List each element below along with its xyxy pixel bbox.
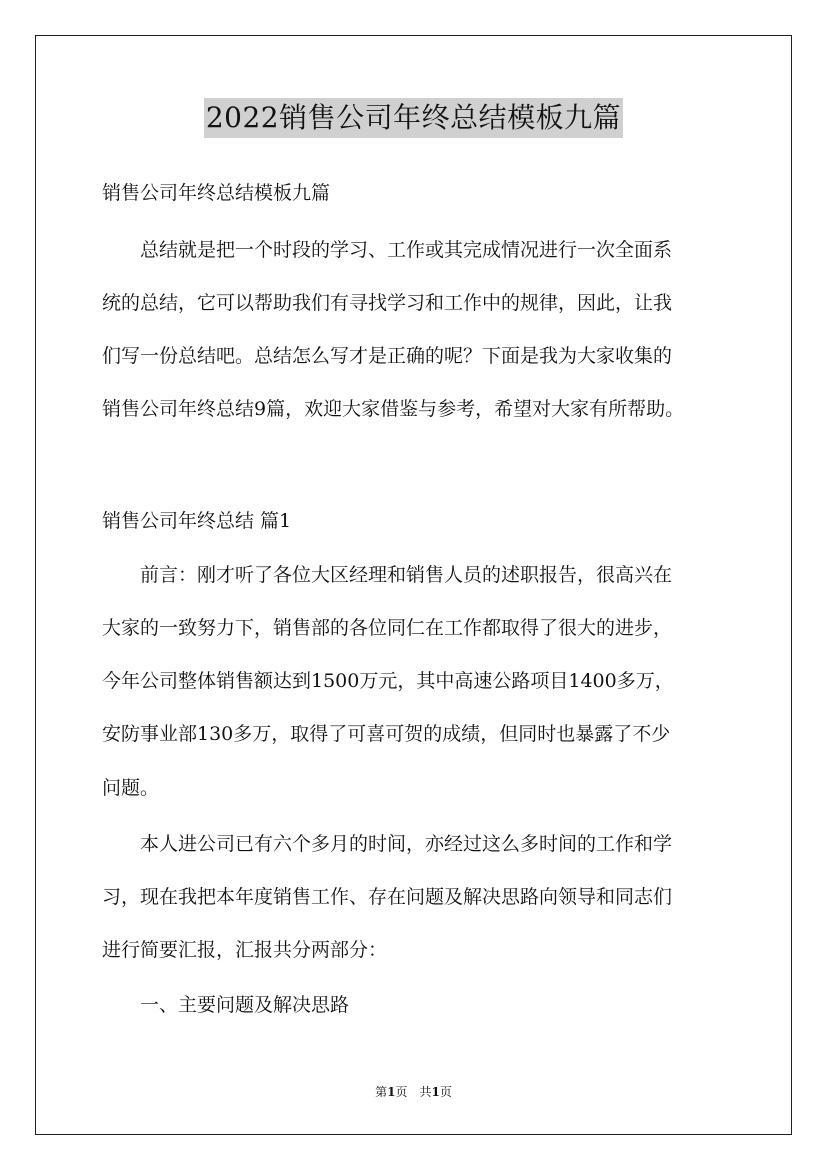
document-title: 2022销售公司年终总结模板九篇	[204, 98, 623, 138]
subheading: 一、主要问题及解决思路	[102, 994, 350, 1016]
paragraph-line: 习，现在我把本年度销售工作、存在问题及解决思路向领导和同志们	[102, 886, 673, 908]
paragraph-line: 大家的一致努力下，销售部的各位同仁在工作都取得了很大的进步，	[102, 617, 673, 639]
intro-line: 们写一份总结吧。总结怎么写才是正确的呢？下面是我为大家收集的	[102, 345, 673, 367]
intro-line: 销售公司年终总结9篇，欢迎大家借鉴与参考，希望对大家有所帮助。	[102, 398, 685, 420]
paragraph-line: 今年公司整体销售额达到1500万元，其中高速公路项目1400多万，	[102, 670, 674, 692]
paragraph-line: 安防事业部130多万，取得了可喜可贺的成绩，但同时也暴露了不少	[102, 723, 671, 745]
title-container	[0, 98, 827, 138]
footer-page-total: 1	[431, 1085, 440, 1099]
footer-prefix: 第	[375, 1085, 388, 1099]
paragraph-line: 本人进公司已有六个多月的时间，亦经过这么多时间的工作和学	[102, 833, 673, 855]
page-footer	[0, 1083, 827, 1101]
document-subtitle: 销售公司年终总结模板九篇	[102, 182, 331, 204]
paragraph-line: 前言：刚才听了各位大区经理和销售人员的述职报告，很高兴在	[102, 564, 673, 586]
paragraph-line: 问题。	[102, 777, 160, 799]
intro-line: 总结就是把一个时段的学习、工作或其完成情况进行一次全面系	[102, 239, 673, 261]
paragraph-line: 进行简要汇报，汇报共分两部分：	[102, 939, 388, 961]
intro-line: 统的总结，它可以帮助我们有寻找学习和工作中的规律，因此，让我	[102, 292, 673, 314]
footer-suffix: 页	[439, 1085, 452, 1099]
footer-mid: 页 共	[395, 1085, 432, 1099]
footer-page-current: 1	[387, 1085, 396, 1099]
section-heading: 销售公司年终总结 篇1	[102, 510, 292, 532]
